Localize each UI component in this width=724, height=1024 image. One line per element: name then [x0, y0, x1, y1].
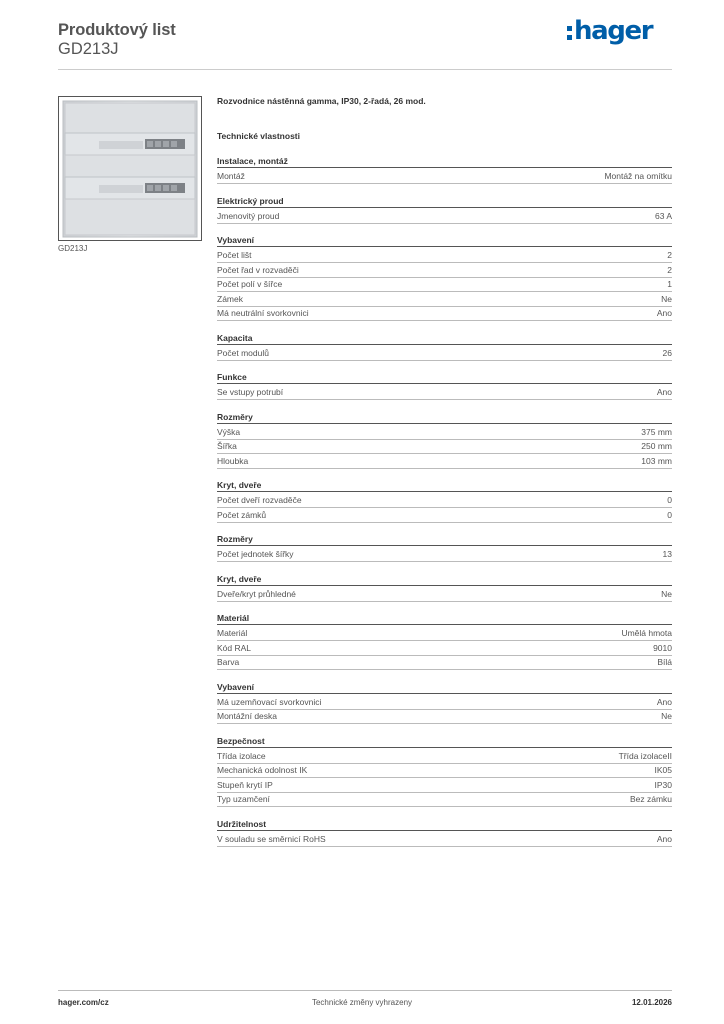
- property-row: [217, 264, 672, 278]
- footer-disclaimer: Technické změny vyhrazeny: [311, 998, 413, 1007]
- property-row: [217, 642, 672, 656]
- header-divider: [58, 69, 672, 70]
- property-label: Má neutrální svorkovnici: [217, 308, 309, 318]
- property-row: [217, 656, 672, 670]
- property-row: [217, 170, 672, 184]
- property-label: Šířka: [217, 441, 237, 451]
- property-label: Dveře/kryt průhledné: [217, 588, 296, 599]
- property-row: [217, 307, 672, 321]
- property-label: Mechanická odolnost IK: [217, 765, 308, 775]
- property-label: Jmenovitý proud: [217, 210, 280, 221]
- property-row: [217, 509, 672, 523]
- property-value: Ano: [656, 696, 672, 707]
- property-value: 2: [667, 264, 672, 275]
- property-value: IK05: [654, 765, 672, 775]
- property-label: Typ uzamčení: [217, 794, 270, 804]
- property-row: [217, 833, 672, 847]
- property-value: 9010: [653, 642, 672, 653]
- property-value: Ano: [656, 387, 672, 397]
- property-value: IP30: [654, 779, 672, 790]
- property-label: Montážní deska: [217, 711, 278, 721]
- property-row: [217, 588, 672, 602]
- section-title: Rozměry: [217, 411, 672, 424]
- product-image: [58, 96, 202, 241]
- property-label: Počet lišt: [217, 250, 252, 260]
- property-label: Montáž: [217, 171, 245, 181]
- property-value: Montáž na omítku: [604, 171, 672, 181]
- property-value: 13: [662, 549, 672, 559]
- hager-logo: [567, 16, 652, 46]
- section-title: Bezpečnost: [217, 735, 672, 748]
- property-label: Počet dveří rozvaděče: [217, 495, 302, 505]
- section-title: Kapacita: [217, 332, 672, 345]
- property-row: [217, 293, 672, 307]
- property-value: Ne: [661, 711, 672, 721]
- property-value: 0: [667, 495, 672, 505]
- property-value: 375 mm: [641, 426, 672, 437]
- image-caption: GD213J: [58, 244, 88, 253]
- section-title: Vybavení: [217, 681, 672, 694]
- property-label: Kód RAL: [217, 642, 252, 653]
- section-title: Udržitelnost: [217, 818, 672, 831]
- property-label: V souladu se směrnicí RoHS: [217, 833, 326, 844]
- property-value: 250 mm: [641, 441, 672, 451]
- logo-dots-icon: [567, 26, 572, 40]
- property-row: [217, 793, 672, 807]
- property-label: Se vstupy potrubí: [217, 387, 284, 397]
- property-label: Zámek: [217, 293, 243, 304]
- section-title: Funkce: [217, 371, 672, 384]
- footer-website: hager.com/cz: [58, 998, 109, 1007]
- property-value: Umělá hmota: [621, 628, 672, 638]
- property-row: [217, 426, 672, 440]
- property-value: Třída izolaceII: [618, 750, 672, 761]
- property-row: [217, 455, 672, 469]
- property-value: Ne: [661, 588, 672, 599]
- property-value: 103 mm: [641, 455, 672, 466]
- property-label: Má uzemňovací svorkovnici: [217, 696, 322, 707]
- logo-text: hager: [574, 16, 653, 46]
- property-label: Počet jednotek šířky: [217, 549, 294, 559]
- footer-date: 12.01.2026: [631, 998, 672, 1007]
- property-row: [217, 386, 672, 400]
- property-value: Bílá: [657, 657, 672, 667]
- section-title: Materiál: [217, 612, 672, 625]
- property-row: [217, 210, 672, 224]
- property-label: Počet řad v rozvaděči: [217, 264, 299, 275]
- page-title: Produktový list: [58, 21, 176, 39]
- property-label: Počet modulů: [217, 347, 269, 358]
- property-row: [217, 249, 672, 263]
- property-value: 26: [662, 347, 672, 358]
- product-description: Rozvodnice nástěnná gamma, IP30, 2-řadá, 26 mod.: [217, 96, 426, 106]
- product-code: GD213J: [58, 40, 119, 58]
- property-label: Výška: [217, 426, 241, 437]
- property-row: [217, 750, 672, 764]
- property-row: [217, 347, 672, 361]
- property-row: [217, 710, 672, 724]
- property-label: Materiál: [217, 628, 248, 638]
- section-title: Elektrický proud: [217, 195, 672, 208]
- property-label: Třída izolace: [217, 750, 266, 761]
- footer-divider: [58, 990, 672, 991]
- property-row: [217, 440, 672, 454]
- section-title: Instalace, montáž: [217, 155, 672, 168]
- property-row: [217, 764, 672, 778]
- section-title: Kryt, dveře: [217, 573, 672, 586]
- property-label: Stupeň krytí IP: [217, 779, 273, 790]
- property-label: Hloubka: [217, 455, 249, 466]
- property-value: 0: [667, 509, 672, 520]
- property-value: 63 A: [654, 210, 672, 221]
- property-row: [217, 696, 672, 710]
- property-value: Ne: [661, 293, 672, 304]
- section-title: Vybavení: [217, 234, 672, 247]
- property-row: [217, 494, 672, 508]
- section-title: Rozměry: [217, 533, 672, 546]
- technical-properties-heading: Technické vlastnosti: [217, 131, 300, 141]
- property-label: Počet zámků: [217, 509, 267, 520]
- property-label: Barva: [217, 657, 240, 667]
- distribution-board-icon: [59, 97, 201, 240]
- property-value: Bez zámku: [629, 794, 672, 804]
- section-title: Kryt, dveře: [217, 479, 672, 492]
- property-value: Ano: [656, 833, 672, 844]
- property-row: [217, 278, 672, 292]
- property-label: Počet polí v šířce: [217, 279, 283, 289]
- property-value: 2: [667, 250, 672, 260]
- property-row: [217, 548, 672, 562]
- property-value: 1: [667, 279, 672, 289]
- property-row: [217, 627, 672, 641]
- property-row: [217, 779, 672, 793]
- property-value: Ano: [656, 308, 672, 318]
